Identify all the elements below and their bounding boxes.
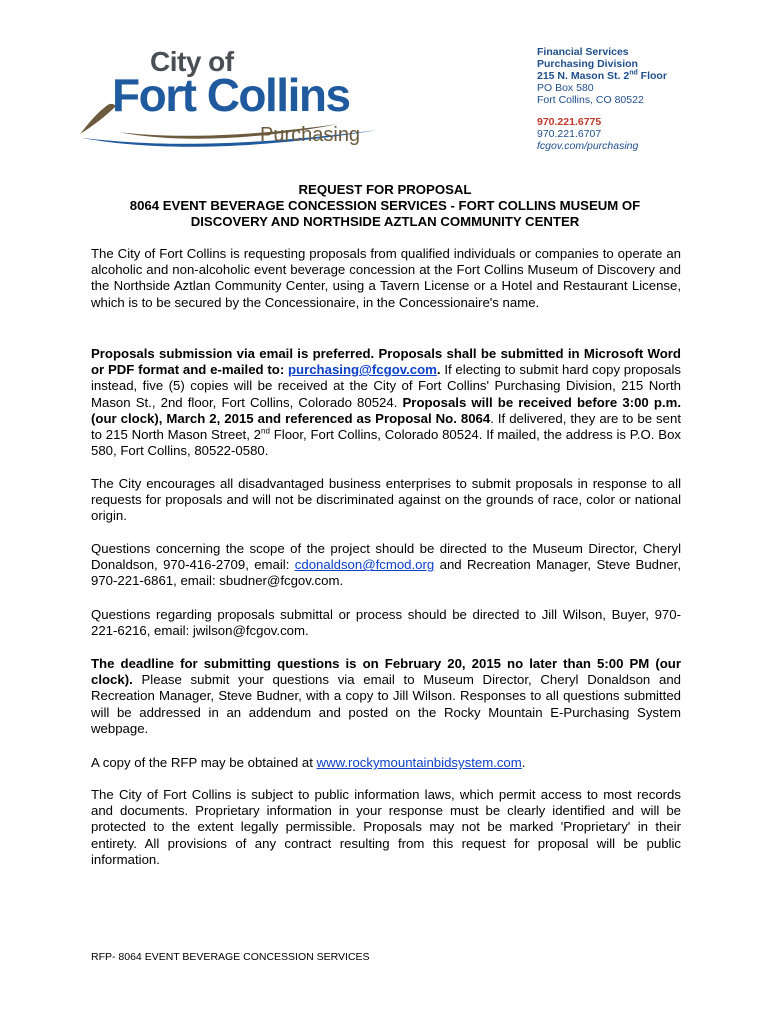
contact-web: fcgov.com/purchasing xyxy=(537,140,639,152)
logo-fort-collins: Fort Collins xyxy=(112,69,350,121)
contact-block xyxy=(537,46,667,152)
paragraph-public-info: The City of Fort Collins is subject to public information laws, which permit access to most records and documents. Proprietary information in your response must be clearly identified and will be protected to the extent legally permissible. Proposals may not be marked 'Proprietary' in their entirety. All provisions of any contract resulting from this request for proposal will be public information. xyxy=(91,787,681,867)
contact-city: Fort Collins, CO 80522 xyxy=(537,94,644,106)
contact-division: Purchasing Division xyxy=(537,58,638,70)
paragraph-submission xyxy=(91,346,681,459)
paragraph-deadline xyxy=(91,656,681,737)
deadline-bold: The deadline for submitting questions is on February 20, 2015 no later than 5:00 PM (our clock). xyxy=(91,656,681,688)
submission-text-1: If electing to submit hard copy proposals instead, five (5) copies will be received at the City of Fort Collins' Purchasing Division, 215 North Mason St., 2nd floor, Fort Collins, Colorado 80524. xyxy=(91,362,681,410)
contact-phone-1: 970.221.6775 xyxy=(537,116,602,128)
contact-phone-2: 970.221.6707 xyxy=(537,128,602,140)
contact-dept: Financial Services xyxy=(537,46,629,58)
submission-sup: nd xyxy=(261,426,270,436)
scope-text-1: Questions concerning the scope of the project should be directed to the Museum Director, Cheryl Donaldson, 970-416-2709, email: xyxy=(91,541,681,573)
submission-bold-2: Proposals will be received before 3:00 p.m. (our clock), March 2, 2015 and referenced as Proposal No. 8064 xyxy=(91,394,682,426)
submission-text-2: . If delivered, they are to be sent to 215 North Mason Street, 2 xyxy=(91,410,681,443)
rfp-copy-text-1: A copy of the RFP may be obtained at xyxy=(91,755,317,770)
paragraph-questions-scope xyxy=(91,541,681,590)
page-title xyxy=(90,182,680,230)
contact-address xyxy=(537,70,667,82)
paragraph-disadvantaged: The City encourages all disadvantaged business enterprises to submit proposals in response to all requests for proposals and will not be discriminated against on the grounds of race, color or national origin. xyxy=(91,476,681,524)
logo-city-of: City of xyxy=(150,46,234,77)
page-footer: RFP- 8064 EVENT BEVERAGE CONCESSION SERVICES xyxy=(91,951,370,963)
submission-bold-dot: . xyxy=(436,362,441,378)
paragraph-questions-process: Questions regarding proposals submittal or process should be directed to Jill Wilson, Buyer, 970-221-6216, email: jwilson@fcgov.com. xyxy=(91,607,681,639)
rfp-copy-text-2: . xyxy=(521,755,526,770)
scope-text-2: and Recreation Manager, Steve Budner, 970-221-6861, email: sbudner@fcgov.com. xyxy=(91,557,681,589)
contact-address-pre: 215 N. Mason St. 2 xyxy=(537,70,630,82)
city-logo xyxy=(78,44,383,154)
submission-text-3: Floor, Fort Collins, Colorado 80524. If mailed, the address is P.O. Box 580, Fort Collins, 80522-0580. xyxy=(91,427,681,459)
purchasing-email-link[interactable]: purchasing@fcgov.com xyxy=(287,362,437,378)
contact-address-post: Floor xyxy=(637,70,667,82)
deadline-text: Please submit your questions via email to Museum Director, Cheryl Donaldson and Recreation Manager, Steve Budner, with a copy to Jill Wilson. Responses to all questions submitted will be addressed in an addendum and posted on the Rocky Mountain E-Purchasing System webpage. xyxy=(91,672,681,736)
paragraph-rfp-copy xyxy=(91,755,681,771)
title-line-3: DISCOVERY AND NORTHSIDE AZTLAN COMMUNITY CENTER xyxy=(190,214,580,229)
bidsystem-link[interactable]: www.rockymountainbidsystem.com xyxy=(316,755,522,770)
cdonaldson-email-link[interactable]: cdonaldson@fcmod.org xyxy=(294,557,435,573)
logo-purchasing: Purchasing xyxy=(260,124,361,146)
contact-address-sup: nd xyxy=(629,69,638,77)
submission-bold-1: Proposals submission via email is preferred. Proposals shall be submitted in Microsoft Word or PDF format and e-mailed to: xyxy=(91,346,681,378)
title-line-1: REQUEST FOR PROPOSAL xyxy=(298,182,472,197)
title-line-2: 8064 EVENT BEVERAGE CONCESSION SERVICES - FORT COLLINS MUSEUM OF xyxy=(129,198,641,213)
contact-po-box: PO Box 580 xyxy=(537,82,594,94)
paragraph-intro: The City of Fort Collins is requesting proposals from qualified individuals or companies to operate an alcoholic and non-alcoholic event beverage concession at the Fort Collins Museum of Discovery and the Northside Aztlan Community Center, using a Tavern License or a Hotel and Restaurant License, which is to be secured by the Concessionaire, in the Concessionaire's name. xyxy=(91,246,681,310)
